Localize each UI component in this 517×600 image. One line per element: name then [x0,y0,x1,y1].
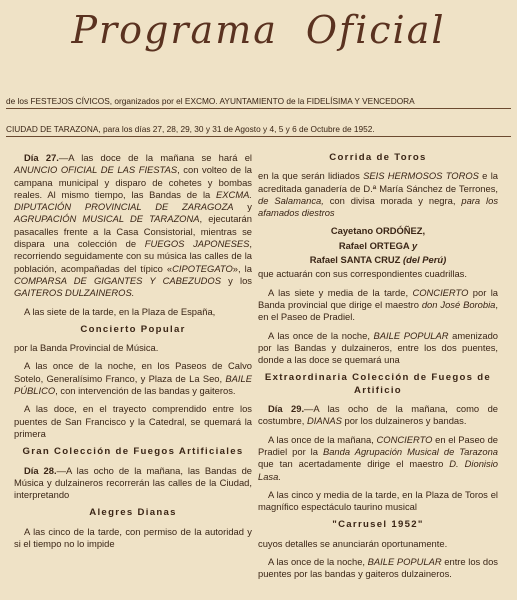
title-word-2: Oficial [305,8,446,52]
section-heading: Corrida de Toros [329,152,427,163]
paragraph: Día 29.—A las ocho de la mañana, como de costumbre, DIANAS por los dulzaineros y bandas. [258,403,498,427]
section-heading: Concierto Popular [80,323,186,335]
paragraph: A las siete de la tarde, en la Plaza de España, [24,305,216,317]
paragraph: A las cinco de la tarde, con permiso de la autoridad y si el tiempo no lo impide [14,525,252,550]
paragraph: por la Banda Provincial de Música. [14,342,159,354]
paragraph: Día 27.—A las doce de la mañana se hará el ANUNCIO OFICIAL DE LAS FIESTAS, con volteo de la campana municipal y disparo de cohetes y bombas reales. Al mismo tiempo, las Bandas de la EXCMA. DIPUTACIÓN PROVINCIAL DE ZARAGOZA y AGRUPACIÓN MUSICAL DE TARAZONA, ejecutarán pasacalles frente a la Casa Consistorial, mientras se dispara una colección de FUEGOS JAPONESES, recorriendo seguidamente con su música las calles de la población, acompañadas del típico «CIPOTEGATO», la COMPARSA DE GIGANTES Y CABEZUDOS y los GAITEROS DULZAINEROS. [14,152,252,299]
page-title [0,8,517,52]
section-heading: Gran Colección de Fuegos Artificiales [22,446,244,458]
section-heading: Alegres Dianas [89,507,177,519]
paragraph: en la que serán lidiados SEIS HERMOSOS TOROS e la acreditada ganadería de D.ª María Sánchez de Terrones, de Salamanca, con divisa morada y negra, para los afamados diestros [258,170,499,219]
subtitle-line-1: de los FESTEJOS CÍVICOS, organizados por el EXCMO. AYUNTAMIENTO de la FIDELÍSIMA Y VENCEDORA [6,96,511,109]
paragraph: A las cinco y media de la tarde, en la Plaza de Toros el magnífico espectáculo taurino musical [258,488,498,513]
paragraph: A las once de la noche, BAILE POPULAR entre los dos puentes por las bandas y gaiteros dulzaineros. [258,556,498,580]
bullfighter-name: Rafael SANTA CRUZ (del Perú) [309,254,447,266]
paragraph: A las doce, en el trayecto comprendido entre los puentes de San Francisco y la Catedral, se quemará la primera [14,403,252,439]
section-heading: "Carrusel 1952" [332,519,424,531]
paragraph: A las siete y media de la tarde, CONCIERTO por la Banda provincial que dirige el maestro don José Borobia, en el Paseo de Pradiel. [258,286,499,323]
paragraph: que actuarán con sus correspondientes cuadrillas. [258,268,467,280]
paragraph: A las once de la noche, BAILE POPULAR amenizado por las Bandas y dulzaineros, entre los dos puentes, donde a las doce se quemará una [258,329,498,366]
bullfighter-name: Rafael ORTEGA y [338,239,418,251]
subtitle-line-2: CIUDAD DE TARAZONA, para los días 27, 28, 29, 30 y 31 de Agosto y 4, 5 y 6 de Octubre de 1952. [6,124,511,137]
right-column [258,152,498,587]
left-column [14,152,252,556]
bullfighter-name: Cayetano ORDÓÑEZ, [330,225,426,237]
paragraph: A las once de la noche, en los Paseos de Calvo Sotelo, Generalísimo Franco, y Plaza de La Seo, BAILE PÚBLICO, con intervención de las bandas y gaiteros. [14,360,252,397]
section-heading: Extraordinaria Colección de Fuegos de Artificio [264,372,492,396]
paragraph: cuyos detalles se anunciarán oportunamente. [258,537,448,549]
title-word-1: Programa [71,8,278,52]
paragraph: A las once de la mañana, CONCIERTO en el Paseo de Pradiel por la Banda Agrupación Musical de Tarazona que tan acertadamente dirige el maestro D. Dionisio Lasa. [258,433,499,482]
paragraph: Día 28.—A las ocho de la mañana, las Bandas de Música y dulzaineros recorrerán las calles de la Ciudad, interpretando [14,464,252,501]
